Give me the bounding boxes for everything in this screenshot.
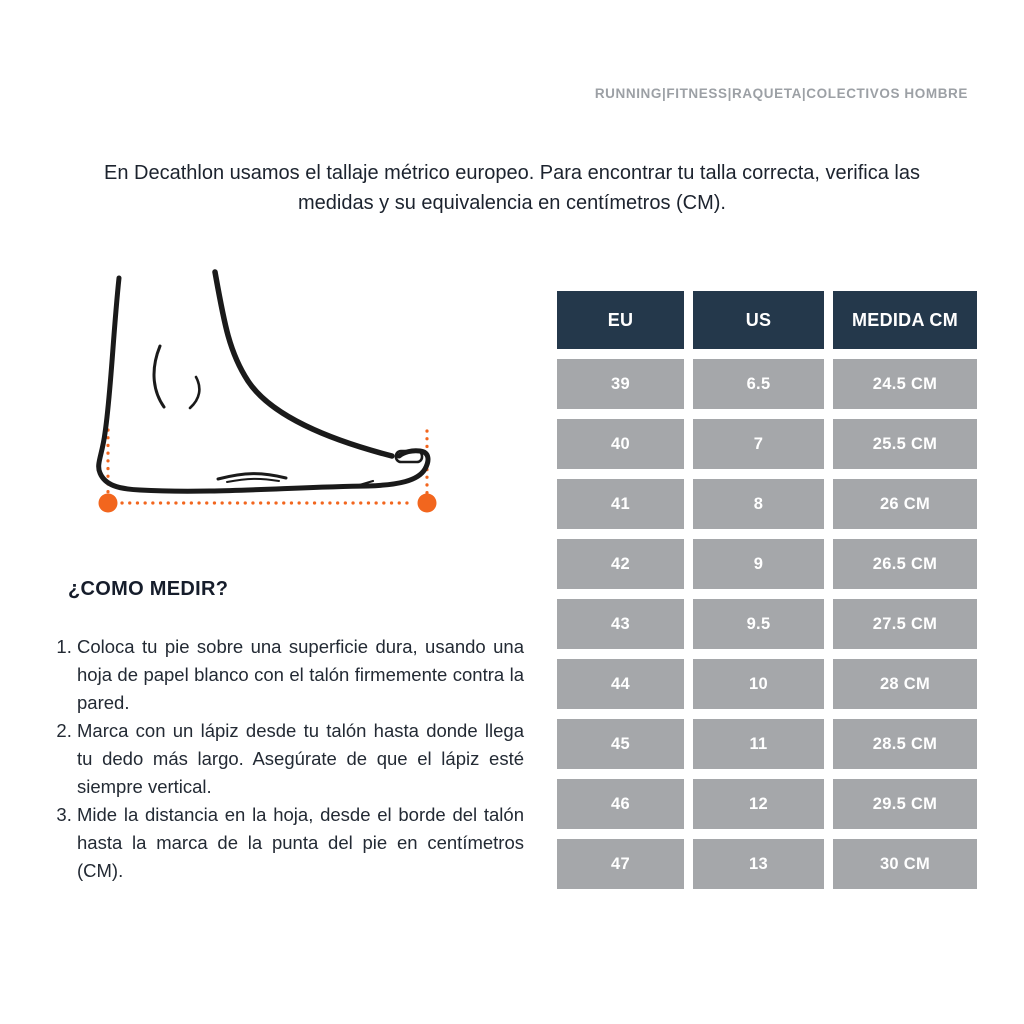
table-header-eu: EU (557, 291, 684, 349)
table-cell: 9.5 (693, 599, 824, 649)
size-conversion-table (557, 291, 977, 889)
how-to-measure-title: ¿COMO MEDIR? (68, 578, 229, 600)
foot-outline (99, 272, 428, 491)
table-cell: 28 CM (833, 659, 977, 709)
toe-marker-dot (418, 494, 437, 513)
category-breadcrumb: RUNNING|FITNESS|RAQUETA|COLECTIVOS HOMBRE (594, 86, 968, 101)
table-cell: 8 (693, 479, 824, 529)
table-cell: 30 CM (833, 839, 977, 889)
table-cell: 42 (557, 539, 684, 589)
table-cell: 24.5 CM (833, 359, 977, 409)
table-cell: 11 (693, 719, 824, 769)
table-cell: 26 CM (833, 479, 977, 529)
table-cell: 45 (557, 719, 684, 769)
intro-text: En Decathlon usamos el tallaje métrico europeo. Para encontrar tu talla correcta, verifica las medidas y su equivalencia en centímetros (CM). (104, 162, 920, 214)
table-cell: 7 (693, 419, 824, 469)
table-cell: 29.5 CM (833, 779, 977, 829)
table-header-us: US (693, 291, 824, 349)
table-cell: 25.5 CM (833, 419, 977, 469)
table-cell: 10 (693, 659, 824, 709)
foot-measurement-illustration (85, 255, 450, 525)
measure-step-1: 1. Coloca tu pie sobre una superficie dura, usando una hoja de papel blanco con el talón firmemente contra la pared. (77, 633, 524, 717)
table-cell: 26.5 CM (833, 539, 977, 589)
table-cell: 13 (693, 839, 824, 889)
measure-step-2: 2. Marca con un lápiz desde tu talón hasta donde llega tu dedo más largo. Asegúrate de que el lápiz esté siempre vertical. (77, 717, 524, 801)
table-cell: 28.5 CM (833, 719, 977, 769)
measure-steps-list (44, 633, 524, 885)
table-cell: 12 (693, 779, 824, 829)
table-cell: 47 (557, 839, 684, 889)
table-cell: 6.5 (693, 359, 824, 409)
table-cell: 9 (693, 539, 824, 589)
table-cell: 40 (557, 419, 684, 469)
table-cell: 46 (557, 779, 684, 829)
table-header-medida-cm: MEDIDA CM (833, 291, 977, 349)
measure-step-3: 3. Mide la distancia en la hoja, desde el borde del talón hasta la marca de la punta del pie en centímetros (CM). (77, 801, 524, 885)
table-cell: 27.5 CM (833, 599, 977, 649)
table-cell: 39 (557, 359, 684, 409)
heel-marker-dot (99, 494, 118, 513)
table-cell: 41 (557, 479, 684, 529)
table-cell: 44 (557, 659, 684, 709)
table-cell: 43 (557, 599, 684, 649)
